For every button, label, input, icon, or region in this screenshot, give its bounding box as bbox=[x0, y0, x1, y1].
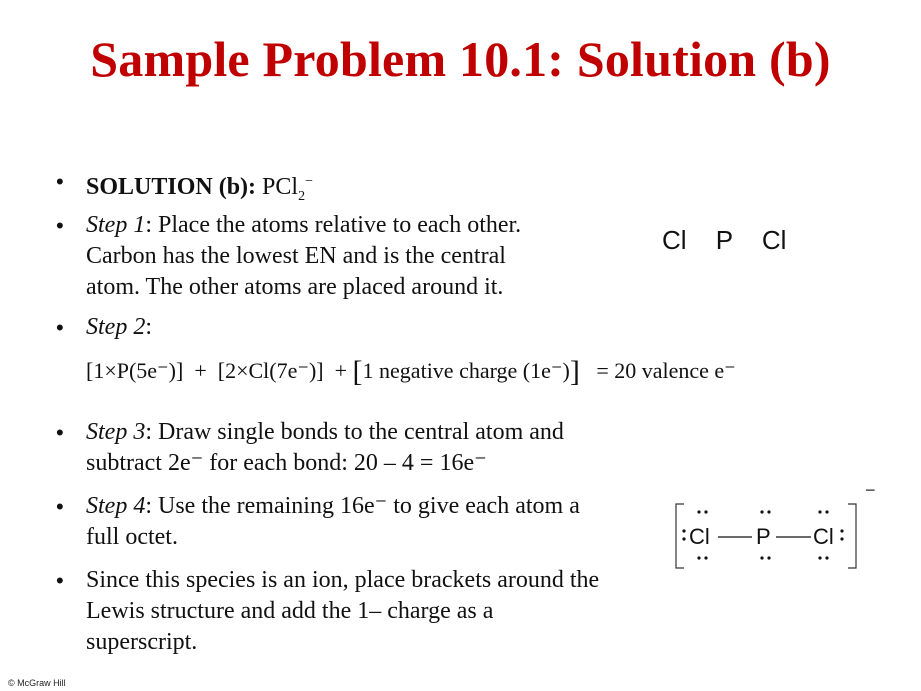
equation-plus: + bbox=[194, 358, 207, 383]
slide-title: Sample Problem 10.1: Solution (b) bbox=[90, 31, 831, 87]
solution-line bbox=[86, 166, 313, 212]
lewis-structure bbox=[672, 488, 902, 588]
step1-line3: atom. The other atoms are placed around it. bbox=[86, 274, 504, 300]
solution-subscript: 2 bbox=[298, 188, 306, 204]
equation-bracket-close: ] bbox=[569, 355, 580, 388]
step3-line1 bbox=[86, 417, 564, 448]
step4-line1 bbox=[86, 491, 580, 522]
ion-note-line1: Since this species is an ion, place brackets around the bbox=[86, 567, 600, 593]
equation-result: = 20 valence e⁻ bbox=[596, 358, 736, 383]
step1-line2: Carbon has the lowest EN and is the central bbox=[86, 243, 506, 269]
lewis-left-cl: Cl bbox=[689, 524, 710, 549]
equation-plus: + bbox=[334, 358, 348, 383]
equation-term1: [1×P(5e⁻)] bbox=[86, 358, 184, 383]
step3-label: Step 3 bbox=[86, 419, 146, 445]
bullet-icon: • bbox=[56, 213, 64, 238]
bullet-icon: • bbox=[56, 169, 64, 194]
ion-note-line3: superscript. bbox=[86, 629, 198, 655]
lewis-right-cl: Cl bbox=[813, 524, 834, 549]
solution-label: SOLUTION (b): bbox=[86, 174, 257, 200]
bullet-icon: • bbox=[56, 315, 64, 340]
step2-label: Step 2 bbox=[86, 314, 146, 340]
ion-note-line2: Lewis structure and add the 1– charge as a bbox=[86, 598, 494, 624]
step4-line2: full octet. bbox=[86, 524, 178, 550]
left-bracket bbox=[676, 504, 684, 568]
step1-text: : Place the atoms relative to each other. bbox=[145, 212, 522, 238]
equation-bracket-open: [ bbox=[352, 355, 363, 388]
bullet-icon: • bbox=[56, 494, 64, 519]
step1-line1 bbox=[86, 210, 521, 241]
lewis-p: P bbox=[756, 524, 771, 549]
equation-term3: 1 negative charge (1e⁻) bbox=[362, 358, 570, 383]
valence-equation bbox=[86, 355, 736, 389]
step1-label: Step 1 bbox=[86, 212, 146, 238]
copyright-footer: © McGraw Hill bbox=[8, 678, 66, 688]
solution-formula: PCl bbox=[262, 174, 299, 200]
step4-label: Step 4 bbox=[86, 493, 146, 519]
step3-text: : Draw single bonds to the central atom and bbox=[145, 419, 564, 445]
right-bracket bbox=[848, 504, 856, 568]
step4-text: : Use the remaining 16e⁻ to give each atom a bbox=[145, 493, 580, 519]
step2-line bbox=[86, 312, 152, 343]
bullet-icon: • bbox=[56, 420, 64, 445]
charge-superscript: − bbox=[865, 488, 876, 500]
atom-arrangement: Cl P Cl bbox=[662, 225, 787, 255]
solution-superscript: − bbox=[305, 174, 313, 189]
step2-colon: : bbox=[145, 314, 152, 340]
step3-line2: subtract 2e⁻ for each bond: 20 – 4 = 16e⁻ bbox=[86, 450, 487, 476]
equation-term2: [2×Cl(7e⁻)] bbox=[217, 358, 324, 383]
bullet-icon: • bbox=[56, 568, 64, 593]
